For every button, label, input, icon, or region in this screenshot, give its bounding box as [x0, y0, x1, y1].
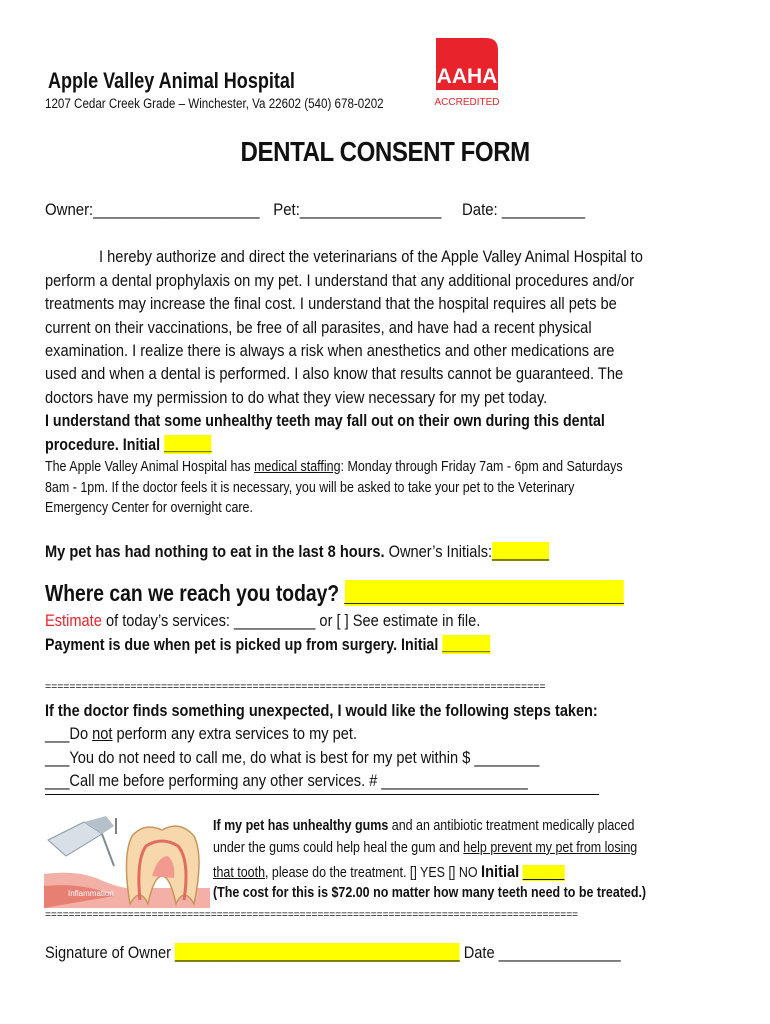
pet-field[interactable]: Pet:_________________ [273, 200, 442, 219]
divider [45, 794, 599, 795]
gums-cost-note: (The cost for this is $72.00 no matter how many teeth need to be treated.) [213, 885, 647, 901]
consent-paragraph-line: I hereby authorize and direct the veterinarians of the Apple Valley Animal Hospital to [99, 247, 643, 266]
form-title: DENTAL CONSENT FORM [240, 136, 530, 167]
gums-initial-field[interactable]: ______ [522, 865, 565, 881]
reach-line: Where can we reach you today? __________________________ [45, 580, 624, 606]
consent-paragraph-line: perform a dental prophylaxis on my pet. I understand that any additional procedures and/or [45, 271, 634, 290]
tooth-inflammation-image [44, 816, 210, 908]
staffing-notice: The Apple Valley Animal Hospital has medical staffing: Monday through Friday 7am - 6pm and Saturdays [45, 459, 623, 475]
fasting-statement: My pet has had nothing to eat in the last 8 hours. Owner’s Initials:_______ [45, 542, 549, 561]
clinic-address: 1207 Cedar Creek Grade – Winchester, Va 22602 (540) 678-0202 [45, 96, 384, 111]
consent-paragraph-line: current on their vaccinations, be free of all parasites, and have had a recent physical [45, 318, 592, 337]
separator: ========================================================================================== [45, 909, 579, 921]
signature-line: Signature of Owner ___________________________________ Date _______________ [45, 943, 621, 962]
reach-phone-field[interactable]: __________________________ [344, 580, 624, 606]
gums-treatment-choice: that tooth, please do the treatment. [] YES [] NO Initial ______ [213, 862, 565, 881]
consent-paragraph-line: treatments may increase the final cost. I understand that the hospital requires all pets be [45, 294, 617, 313]
gums-statement: If my pet has unhealthy gums and an antibiotic treatment medically placed [213, 818, 635, 834]
separator: ================================================================================== [45, 681, 546, 693]
teeth-initial-field[interactable]: ______ [164, 435, 212, 454]
step-option-no-call[interactable]: ___You do not need to call me, do what is best for my pet within $ ________ [45, 748, 540, 767]
aaha-logo [434, 38, 500, 110]
owner-pet-date-line [45, 200, 659, 220]
fasting-initials-field[interactable]: _______ [492, 542, 549, 561]
signature-date-field[interactable]: _______________ [498, 943, 621, 962]
owner-field[interactable]: Owner:____________________ [45, 200, 260, 219]
svg-text:Inflammation: Inflammation [68, 889, 114, 898]
consent-paragraph-line: used and when a dental is performed. I also know that results cannot be guaranteed. The [45, 364, 624, 383]
consent-paragraph-line: examination. I realize there is always a risk when anesthetics and other medications are [45, 341, 615, 360]
teeth-notice: I understand that some unhealthy teeth may fall out on their own during this dental [45, 411, 605, 430]
date-field[interactable]: Date: __________ [461, 200, 586, 219]
staffing-notice-line: 8am - 1pm. If the doctor feels it is necessary, you will be asked to take your pet to the Veterinary [45, 480, 575, 496]
gums-statement-line: under the gums could help heal the gum and help prevent my pet from losing [213, 840, 638, 856]
payment-line: Payment is due when pet is picked up from surgery. Initial ______ [45, 635, 490, 654]
owner-signature-field[interactable]: ___________________________________ [175, 943, 460, 962]
estimate-line: Estimate of today’s services: __________ or [ ] See estimate in file. [45, 611, 481, 630]
teeth-notice-initial: procedure. Initial ______ [45, 435, 212, 454]
step-option-call-first[interactable]: ___Call me before performing any other services. # __________________ [45, 771, 528, 790]
steps-heading: If the doctor finds something unexpected, I would like the following steps taken: [45, 701, 598, 720]
medical-staffing-text: medical staffing [254, 459, 341, 475]
svg-text:AAHA: AAHA [436, 65, 498, 88]
payment-initial-field[interactable]: ______ [442, 635, 490, 654]
svg-text:ACCREDITED: ACCREDITED [434, 97, 500, 108]
step-option-no-extra[interactable]: ___Do not perform any extra services to my pet. [45, 724, 358, 743]
staffing-notice-line: Emergency Center for overnight care. [45, 500, 253, 516]
clinic-name: Apple Valley Animal Hospital [48, 68, 295, 93]
consent-paragraph-line: doctors have my permission to do what they view necessary for my pet today. [45, 388, 548, 407]
